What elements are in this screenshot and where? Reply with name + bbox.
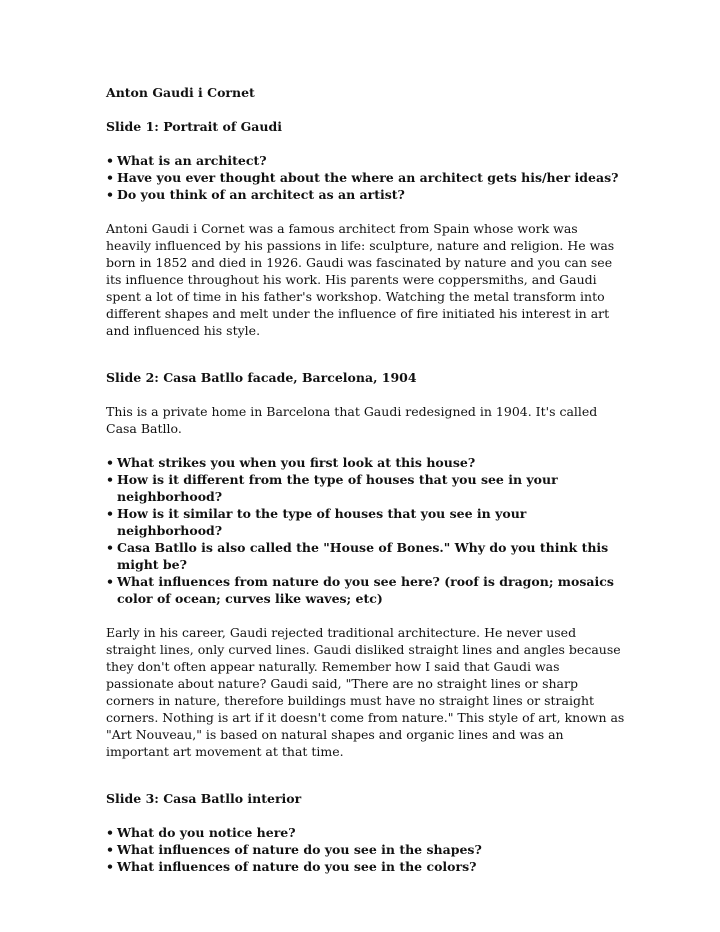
slide-1-paragraph: Antoni Gaudi i Cornet was a famous architect from Spain whose work was heavily influenced by his passions in life: sculpture, nature and religion. He was born in 1852 and died in 1926. Gaudi was fascinated by nature and you can see its influence throughout his work. His parents were coppersmiths, and Gaudi spent a lot of time in his father's workshop. Watching the metal transform into different shapes and melt under the influence of fire initiated his interest in art and influenced his style. [106,221,615,338]
bullet-icon: • [106,859,114,874]
bullet-icon: • [106,455,114,470]
list-item: • What is an architect? [106,153,267,168]
document-title: Anton Gaudi i Cornet [106,85,255,100]
bullet-icon: • [106,472,114,487]
document-page [106,84,626,875]
slide-3-questions [106,824,626,875]
list-item: • Casa Batllo is also called the "House of Bones." Why do you think this might be? [106,540,609,572]
slide-2-questions [106,454,626,607]
bullet-icon: • [106,842,114,857]
slide-1-heading: Slide 1: Portrait of Gaudi [106,119,282,134]
bullet-icon: • [106,153,114,168]
list-item: • Have you ever thought about the where an architect gets his/her ideas? [106,170,619,185]
slide-1-questions [106,152,626,203]
bullet-icon: • [106,170,114,185]
bullet-icon: • [106,574,114,589]
list-item: • What influences of nature do you see in the shapes? [106,842,482,857]
slide-3-heading: Slide 3: Casa Batllo interior [106,791,302,806]
list-item: • What influences of nature do you see in the colors? [106,859,477,874]
list-item: • Do you think of an architect as an artist? [106,187,405,202]
bullet-icon: • [106,506,114,521]
bullet-icon: • [106,825,114,840]
slide-2-heading: Slide 2: Casa Batllo facade, Barcelona, 1904 [106,370,417,385]
slide-2-paragraph: Early in his career, Gaudi rejected traditional architecture. He never used straight lines, only curved lines. Gaudi disliked straight lines and angles because they don't often appear naturally. Remember how I said that Gaudi was passionate about nature? Gaudi said, "There are no straight lines or sharp corners in nature, therefore buildings must have no straight lines or straight corners. Nothing is art if it doesn't come from nature." This style of art, known as "Art Nouveau," is based on natural shapes and organic lines and was an important art movement at that time. [106,625,625,759]
slide-2-intro: This is a private home in Barcelona that Gaudi redesigned in 1904. It's called Casa Batllo. [106,404,598,436]
list-item: • How is it similar to the type of houses that you see in your neighborhood? [106,506,527,538]
bullet-icon: • [106,187,114,202]
list-item: • What do you notice here? [106,825,296,840]
bullet-icon: • [106,540,114,555]
list-item: • What influences from nature do you see here? (roof is dragon; mosaics color of ocean; curves like waves; etc) [106,574,614,606]
list-item: • What strikes you when you first look at this house? [106,455,476,470]
list-item: • How is it different from the type of houses that you see in your neighborhood? [106,472,558,504]
